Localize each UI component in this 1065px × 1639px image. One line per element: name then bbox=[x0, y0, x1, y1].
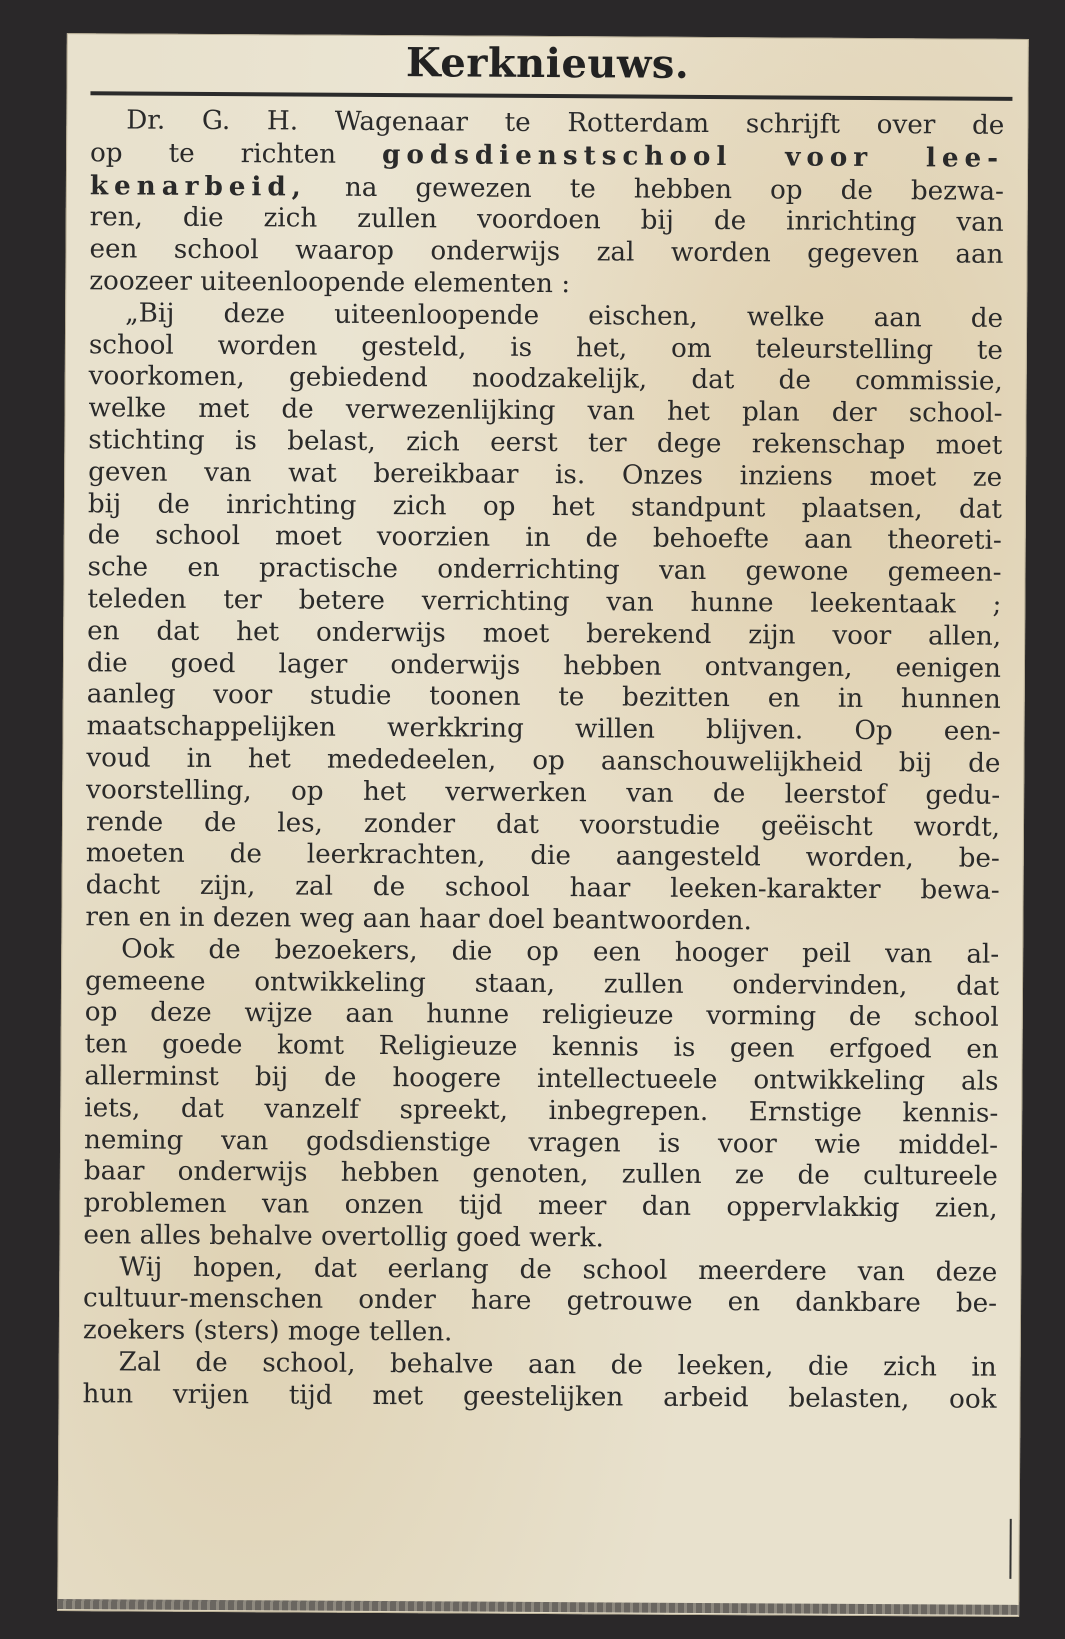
article-line: ren, die zich zullen voordoen bij de inrichting van bbox=[89, 202, 1004, 239]
article-line: problemen van onzen tijd meer dan oppervlakkig zien, bbox=[83, 1188, 998, 1224]
article-line: „Bij deze uiteenloopende eischen, welke aan de bbox=[125, 298, 1004, 334]
article-line: Ook de bezoekers, die op een hooger peil van al- bbox=[121, 934, 1000, 970]
article-line: geven van wat bereikbaar is. Onzes inziens moet ze bbox=[88, 456, 1003, 493]
article-line: een alles behalve overtollig goed werk. bbox=[83, 1220, 604, 1254]
article-line: welke met de verwezenlijking van het plan der school- bbox=[88, 393, 1003, 429]
article-line: Wij hopen, dat eerlang de school meerdere van deze bbox=[119, 1252, 998, 1288]
article-line: school worden gesteld, is het, om teleurstelling te bbox=[88, 329, 1003, 366]
article-line: ren en in dezen weg aan haar doel beantwoorden. bbox=[85, 902, 752, 937]
article-line: aanleg voor studie toonen te bezitten en in hunnen bbox=[86, 679, 1001, 716]
title-divider bbox=[90, 91, 1012, 101]
article-line: iets, dat vanzelf spreekt, inbegrepen. Ernstige kennis- bbox=[84, 1092, 999, 1129]
article-line: maatschappelijken werkkring willen blijven. Op een- bbox=[86, 711, 1001, 747]
article-line: en dat het onderwijs moet berekend zijn voor allen, bbox=[87, 615, 1002, 652]
article-line: die goed lager onderwijs hebben ontvangen, eenigen bbox=[86, 647, 1002, 684]
article-body bbox=[82, 105, 1004, 1416]
line-text: op te richten bbox=[90, 138, 383, 170]
newspaper-clipping bbox=[57, 33, 1029, 1617]
article-line: sche en practische onderrichting van gewone gemeen- bbox=[87, 552, 1002, 588]
article-line: gemeene ontwikkeling staan, zullen ondervinden, dat bbox=[84, 965, 1000, 1002]
article-line: op deze wijze aan hunne religieuze vorming de school bbox=[84, 997, 999, 1034]
article-line: moeten de leerkrachten, die aangesteld worden, be- bbox=[85, 838, 1000, 875]
article-line: dacht zijn, zal de school haar leeken-karakter bewa- bbox=[85, 870, 1000, 906]
spaced-emphasis: kenarbeid, bbox=[89, 169, 307, 203]
article-line: zoozeer uiteenloopende elementen : bbox=[89, 266, 571, 300]
article-line: een school waarop onderwijs zal worden gegeven aan bbox=[89, 234, 1004, 270]
article-line: neming van godsdienstige vragen is voor wie middel- bbox=[83, 1124, 999, 1161]
bottom-border bbox=[57, 1599, 1019, 1615]
article-line: hun vrijen tijd met geestelijken arbeid belasten, ook bbox=[82, 1379, 997, 1415]
article-line: voorstelling, op het verwerken van de leerstof gedu- bbox=[86, 774, 1001, 811]
article-line bbox=[90, 170, 1004, 208]
margin-mark bbox=[1009, 1519, 1011, 1579]
article-line: rende de les, zonder dat voorstudie geëischt wordt, bbox=[85, 806, 1001, 843]
article-line: voorkomen, gebiedend noodzakelijk, dat de commissie, bbox=[88, 361, 1003, 398]
spaced-emphasis: godsdienstschool voor lee- bbox=[381, 138, 1005, 174]
article-line: teleden ter betere verrichting van hunne leekentaak ; bbox=[87, 584, 1002, 620]
article-line: Dr. G. H. Wagenaar te Rotterdam schrijft over de bbox=[126, 105, 1005, 141]
article-line: ten goede komt Religieuze kennis is geen erfgoed en bbox=[84, 1029, 999, 1065]
article-line: bij de inrichting zich op het standpunt plaatsen, dat bbox=[87, 488, 1003, 525]
article-line: allerminst bij de hoogere intellectueele ontwikkeling als bbox=[84, 1061, 999, 1097]
line-text: na gewezen te hebben op de bezwa- bbox=[306, 172, 1004, 207]
article-line: de school moet voorzien in de behoefte aan theoreti- bbox=[87, 520, 1002, 557]
article-line: stichting is belast, zich eerst ter dege rekenschap moet bbox=[88, 425, 1003, 461]
article-line: voud in het mededeelen, op aanschouwelijkheid bij de bbox=[86, 743, 1001, 779]
article-line bbox=[90, 137, 1004, 175]
article-line: baar onderwijs hebben genoten, zullen ze de cultureele bbox=[83, 1156, 998, 1193]
article-title: Kerknieuws. bbox=[405, 39, 690, 88]
article-line: Zal de school, behalve aan de leeken, die zich in bbox=[118, 1347, 997, 1383]
article-line: zoekers (sters) moge tellen. bbox=[82, 1315, 453, 1348]
article-line: cultuur-menschen onder hare getrouwe en dankbare be- bbox=[83, 1283, 998, 1320]
